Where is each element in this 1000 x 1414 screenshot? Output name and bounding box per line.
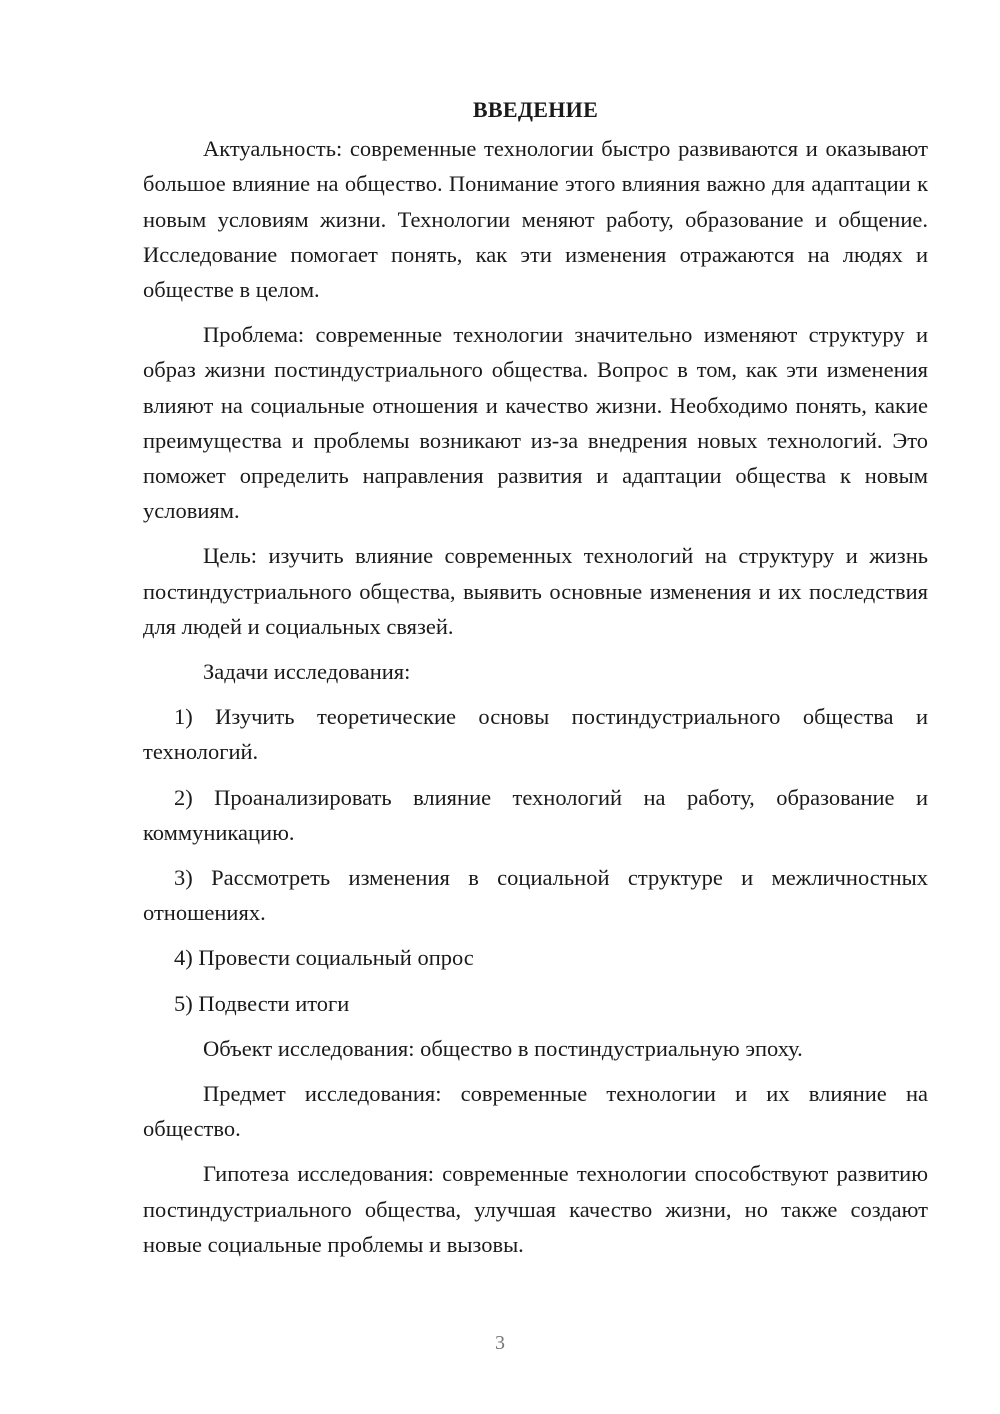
paragraph-problem: Проблема: современные технологии значительно изменяют структуру и образ жизни постиндустриального общества. Вопрос в том, как эти изменения влияют на социальные отношения и качество жизни. Необходимо понять, какие преимущества и проблемы возникают из-за внедрения новых технологий. Это поможет определить направления развития и адаптации общества к новым условиям. bbox=[143, 322, 928, 524]
page-number: 3 bbox=[495, 1332, 505, 1354]
task-item-4: 4) Провести социальный опрос bbox=[174, 945, 474, 971]
task-item-2: 2) Проанализировать влияние технологий на работу, образование и коммуникацию. bbox=[143, 784, 928, 845]
task-item-1: 1) Изучить теоретические основы постиндустриального общества и технологий. bbox=[143, 704, 928, 765]
paragraph-tasks-heading: Задачи исследования: bbox=[203, 659, 411, 685]
paragraph-hypothesis: Гипотеза исследования: современные технологии способствуют развитию постиндустриального общества, улучшая качество жизни, но также создают новые социальные проблемы и вызовы. bbox=[143, 1161, 928, 1257]
paragraph-object: Объект исследования: общество в постиндустриальную эпоху. bbox=[203, 1035, 803, 1061]
task-item-3: 3) Рассмотреть изменения в социальной структуре и межличностных отношениях. bbox=[143, 865, 928, 926]
paragraph-goal: Цель: изучить влияние современных технологий на структуру и жизнь постиндустриального общества, выявить основные изменения и их последствия для людей и социальных связей. bbox=[143, 543, 928, 639]
page-content bbox=[143, 92, 928, 1262]
section-heading: ВВЕДЕНИЕ bbox=[472, 97, 599, 122]
paragraph-subject: Предмет исследования: современные технологии и их влияние на общество. bbox=[143, 1081, 928, 1142]
task-item-5: 5) Подвести итоги bbox=[174, 990, 350, 1016]
paragraph-relevance: Актуальность: современные технологии быстро развиваются и оказывают большое влияние на общество. Понимание этого влияния важно для адаптации к новым условиям жизни. Технологии меняют работу, образование и общение. Исследование помогает понять, как эти изменения отражаются на людях и обществе в целом. bbox=[143, 136, 928, 303]
